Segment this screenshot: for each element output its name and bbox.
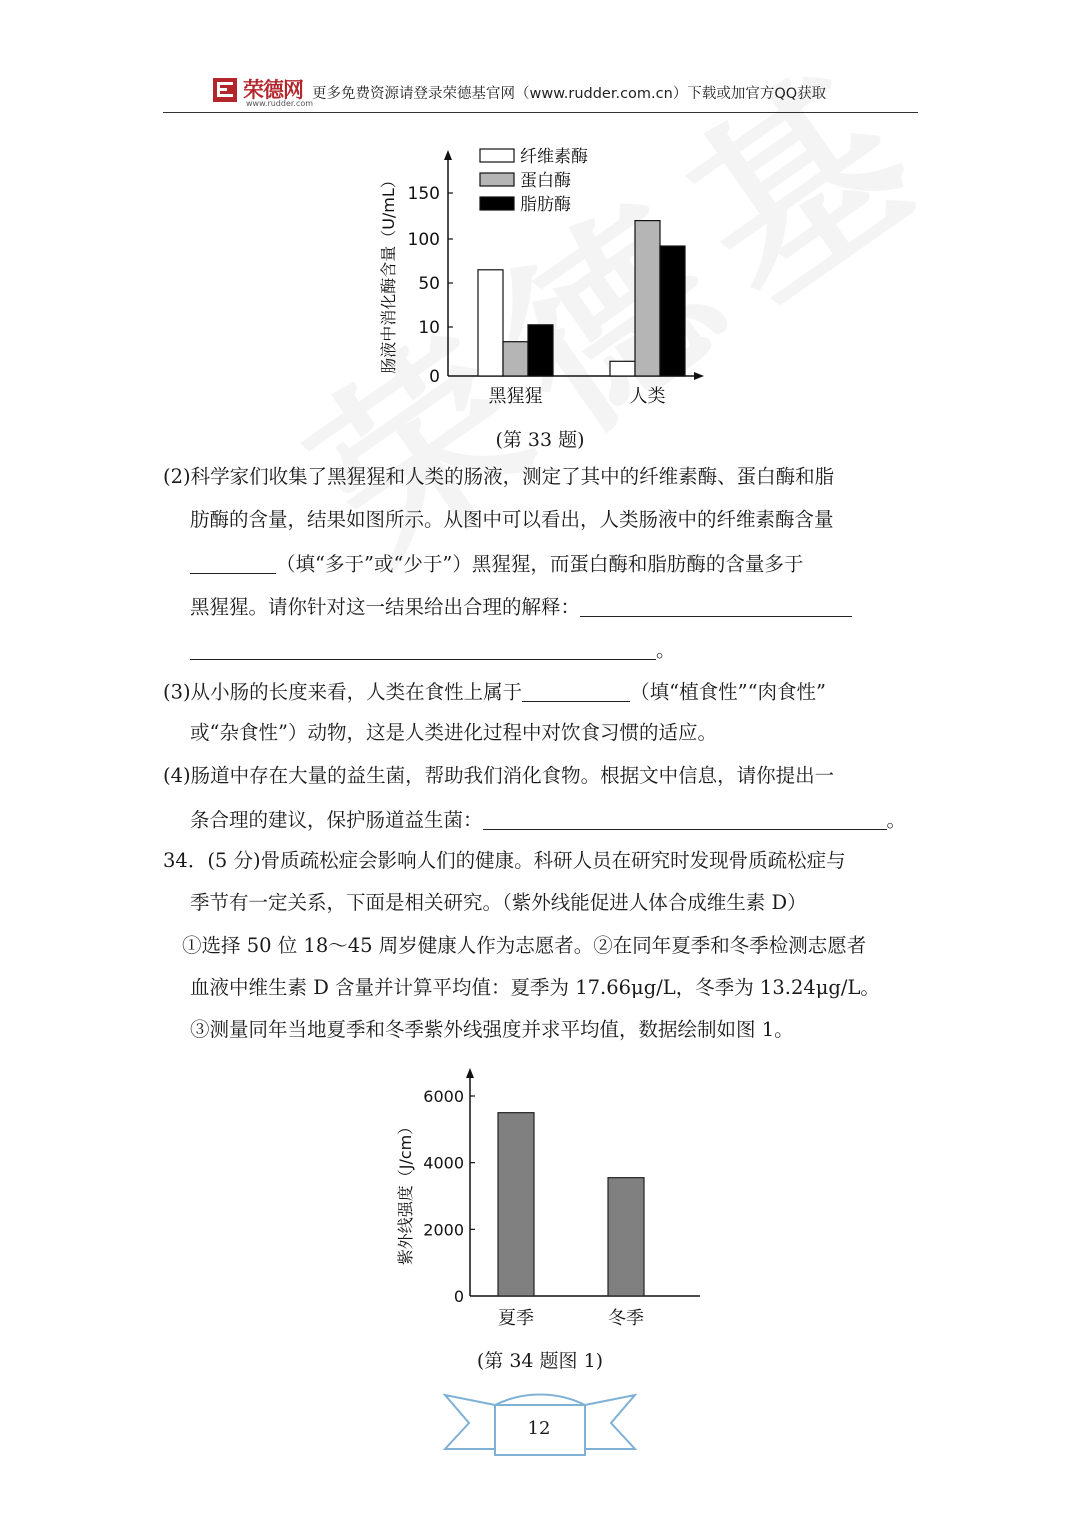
y-tick-label: 2000 [423, 1220, 464, 1240]
uv-bar-chart [385, 1060, 715, 1340]
bar [498, 1113, 534, 1296]
y-tick-label: 6000 [423, 1087, 464, 1106]
q33-p4-line2: 条合理的建议，保护肠道益生菌： [190, 808, 483, 832]
q34-line2: 季节有一定关系，下面是相关研究。（紫外线能促进人体合成维生素 D） [190, 891, 807, 914]
legend-swatch [480, 197, 514, 210]
bar [608, 1178, 644, 1296]
logo-url: www.rudder.com [246, 99, 314, 108]
q34-line3: ①选择 50 位 18～45 周岁健康人作为志愿者。②在同年夏季和冬季检测志愿者 [182, 934, 867, 957]
q33-p2-line2: 肪酶的含量，结果如图所示。从图中可以看出，人类肠液中的纤维素酶含量 [190, 508, 834, 531]
q33-p2-line3: （填“多于”或“少于”）黑猩猩，而蛋白酶和脂肪酶的含量多于 [276, 552, 804, 576]
q33-p4-line1: (4)肠道中存在大量的益生菌，帮助我们消化食物。根据文中信息，请你提出一 [163, 764, 835, 787]
y-tick-label: 50 [418, 274, 440, 294]
q34-line1: 34．(5 分)骨质疏松症会影响人们的健康。科研人员在研究时发现骨质疏松症与 [163, 849, 846, 872]
answer-blank-4[interactable] [522, 681, 630, 702]
bar [610, 361, 635, 376]
q33-p3-line1b: （填“植食性”“肉食性” [630, 680, 827, 704]
x-tick-label: 黑猩猩 [488, 386, 543, 407]
q33-p3-line2: 或“杂食性”）动物，这是人类进化过程中对饮食习惯的适应。 [190, 721, 717, 744]
bar [478, 270, 503, 376]
y-tick-label: 0 [453, 1287, 464, 1306]
logo-name: 荣德网 [243, 78, 303, 102]
chart2-caption: (第 34 题图 1) [476, 1350, 604, 1372]
bar [503, 342, 528, 376]
logo-icon [212, 77, 238, 103]
q33-p3-line1a: (3)从小肠的长度来看，人类在食性上属于 [163, 680, 523, 704]
answer-blank-3[interactable] [190, 639, 656, 660]
y-axis-arrow [444, 150, 452, 160]
answer-blank-5[interactable] [483, 809, 887, 830]
y-axis-arrow [466, 1068, 474, 1078]
bar [635, 221, 660, 376]
q33-p2-line4: 黑猩猩。请你针对这一结果给出合理的解释： [190, 595, 581, 619]
y-tick-label: 100 [407, 230, 440, 250]
answer-blank-1[interactable] [190, 553, 276, 574]
header-text: 更多免费资源请登录荣德基官网（www.rudder.com.cn）下载或加官方QQ获取 [312, 86, 827, 102]
enzyme-bar-chart [370, 140, 720, 410]
bar [528, 325, 553, 376]
q34-line5: ③测量同年当地夏季和冬季紫外线强度并求平均值，数据绘制如图 1。 [190, 1018, 794, 1041]
x-tick-label: 夏季 [498, 1308, 534, 1329]
bar [660, 246, 685, 376]
page-number: 12 [527, 1418, 551, 1439]
period: 。 [656, 638, 676, 662]
x-tick-label: 冬季 [608, 1308, 644, 1329]
y-axis-label: 紫外线强度（J/cm） [396, 1118, 415, 1266]
answer-blank-2[interactable] [580, 596, 852, 617]
y-tick-label: 4000 [423, 1153, 464, 1173]
period: 。 [886, 808, 907, 832]
y-axis-label: 肠液中消化酶含量（U/mL） [379, 172, 398, 374]
y-tick-label: 0 [429, 367, 440, 387]
x-axis-arrow [694, 372, 704, 380]
legend-label: 蛋白酶 [520, 171, 571, 191]
y-tick-label: 150 [407, 184, 440, 204]
x-tick-label: 人类 [629, 386, 666, 407]
legend-swatch [480, 173, 514, 186]
legend-swatch [480, 149, 514, 162]
y-tick-label: 10 [418, 318, 440, 338]
legend-label: 纤维素酶 [520, 147, 588, 167]
legend-label: 脂肪酶 [520, 195, 571, 215]
q34-line4: 血液中维生素 D 含量并计算平均值：夏季为 17.66μg/L，冬季为 13.24μg/L。 [190, 976, 880, 999]
chart1-caption: (第 33 题) [495, 429, 585, 451]
q33-p2-line1: (2)科学家们收集了黑猩猩和人类的肠液，测定了其中的纤维素酶、蛋白酶和脂 [163, 465, 835, 488]
